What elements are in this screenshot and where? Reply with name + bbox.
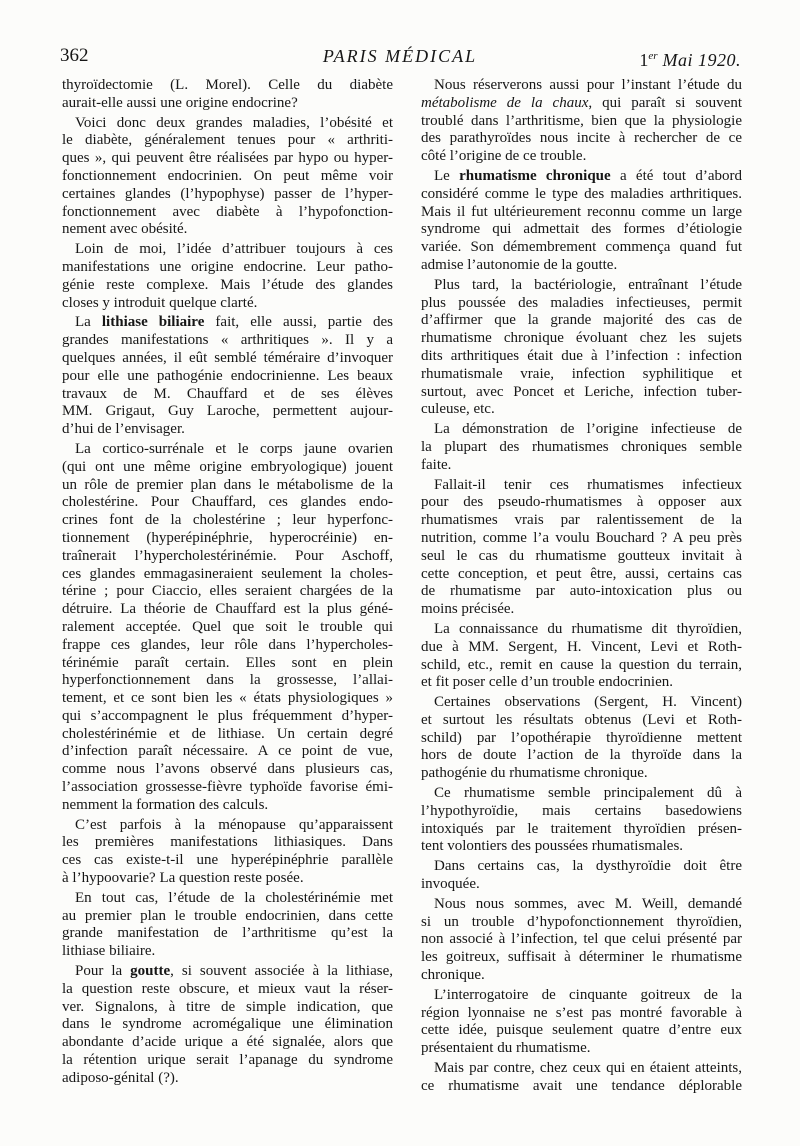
text-line: chronique. [421,967,485,984]
text-line: cette conception, et peut être, aussi, certains cas [421,565,742,582]
text-line: Fallait-il tenir ces rhumatismes infectieux [434,476,742,493]
text-line: Ce rhumatisme semble principalement dû à [434,785,742,802]
text-line: ces glandes emmagasineraient seulement la choles- [62,565,393,582]
text-line: Pour la goutte, si souvent associée à la lithiase, [75,963,393,980]
text-line: due à MM. Sergent, H. Vincent, Levi et Roth- [421,638,742,655]
paragraph [421,694,742,783]
bold-term: lithiase biliaire [101,314,205,331]
date-day: 1 [639,50,649,70]
text-line: détruire. La théorie de Chauffard est la plus géné- [62,601,393,618]
date-suffix: er [648,50,658,62]
text-line: schild) par l’opothérapie thyroïdienne mettent [421,729,742,746]
text-line: En tout cas, l’étude de la cholestérinémie met [75,889,393,906]
text-line: Mais il fut ultérieurement reconnu comme un large [421,203,742,220]
text-line: nutrition, comme l’a voulu Bouchard ? A peu près [421,529,742,546]
text-line: côté l’origine de ce trouble. [421,148,587,165]
text-line: faite. [421,456,452,473]
text-line: C’est parfois à la ménopause qu’apparaissent [75,816,393,833]
paragraph [421,1060,742,1096]
text-line: les goitreux, suffisait à déterminer le rhumatisme [421,949,742,966]
text-line: hyperfonctionnement dans la grossesse, l’allai- [62,672,393,689]
text-line: hors de doute l’action de la thyroïde dans la [421,747,742,764]
text-line: génie reste complexe. Mais l’étude des glandes [62,276,393,293]
text-line: La lithiase biliaire fait, elle aussi, partie des [75,314,393,331]
paragraph [62,890,393,961]
text-line: travaux de M. Chauffard et de ses élèves [62,385,393,402]
text-line: Nous réserverons aussi pour l’instant l’étude du [434,77,742,93]
text-line: L’interrogatoire de cinquante goitreux de la [434,986,742,1003]
text-line: non associé à l’infection, tel que celui présenté par [421,931,742,948]
text-line: pour elle une pathogénie endocrinienne. Les beaux [62,367,393,384]
text-line: rhumatisme chronique évoluant chez les sujets [421,330,742,347]
text-line: pour des pseudo-rhumatismes à opposer aux [421,494,742,511]
text-line: La connaissance du rhumatisme dit thyroïdien, [434,620,742,637]
text-line: ce rhumatisme avait une tendance déplorable [421,1077,742,1094]
text-line: si un trouble d’hypofonctionnement thyroïdien, [421,913,742,930]
text-line: dits arthritiques était due à l’infection : infection [421,347,742,364]
text-line: troublé dans l’arthritisme, bien que la physiologie [421,112,742,129]
text-line: syndrome qui admettait des formes d’étiologie [421,221,742,238]
text-line: schild, etc., remit en cause la question du terrain, [421,656,742,673]
text-line: Le rhumatisme chronique a été tout d’abord [434,167,742,184]
text-line: tent volontiers des poussées rhumatismales. [421,838,684,855]
paragraph [62,314,393,439]
paragraph [421,77,742,166]
text-line: rhumatismale vraie, infection syphilitique et [421,365,742,382]
text-line: pathogénie du rhumatisme chronique. [421,765,648,782]
text-line: térinémie paraît certain. Elles sont en plein [62,654,393,671]
paragraph [62,963,393,1088]
text-line: traînerait l’hypercholestérinémie. Pour Aschoff, [62,547,393,564]
text-line: et fit poser celle d’un trouble endocrinien. [421,674,673,691]
text-line: lithiase biliaire. [62,943,156,960]
text-line: MM. Grigaut, Guy Laroche, permettent aujour- [62,403,393,420]
text-line: métabolisme de la chaux, qui paraît si souvent [421,94,742,111]
text-line: Voici donc deux grandes maladies, l’obésité et [75,114,393,131]
text-line: térine ; pour Ciaccio, elles seraient chargées de la [62,583,393,600]
text-line: Dans certains cas, la dysthyroïdie doit être [434,858,742,875]
paragraph [62,77,393,113]
paragraph [421,896,742,985]
text-line: tement, et ce sont bien les « états physiologiques » [62,690,393,707]
text-line: le diabète, généralement tenues pour « arthriti- [62,132,393,149]
text-line: Loin de moi, l’idée d’attribuer toujours à ces [75,241,393,258]
text-line: l’hypothyroïdie, mais certains basedowiens [421,802,742,819]
text-line: d’hui de l’envisager. [62,421,185,438]
text-line: les premières manifestations lithiasiques. Dans [62,834,393,851]
text-line: invoquée. [421,876,480,893]
text-line: présentaient du rhumatisme. [421,1040,591,1057]
text-line: et surtout les résultats obtenus (Levi et Roth- [421,711,742,728]
text-line: tionnement (hyperépinéphrie, hyperocréinie) en- [62,529,393,546]
text-line: (qui ont une même origine embryologique) jouent [62,458,393,475]
paragraph [421,421,742,474]
text-line: comme nous l’avons observé dans plusieurs cas, [62,761,393,778]
text-line: ralement acceptée. Quel que soit le trouble qui [62,618,393,635]
text-line: Mais par contre, chez ceux qui en étaient atteints, [434,1060,742,1077]
text-line: seul le cas du rhumatisme goutteux invitait à [421,547,742,564]
text-line: de rhumatisme par auto-intoxication plus ou [421,583,742,600]
text-line: dans le syndrome acromégalique une élimination [62,1016,393,1033]
text-line: au premier plan le trouble endocrinien, dans cette [62,907,393,924]
text-line: intoxiqués par le traitement thyroïdien présen- [421,820,742,837]
issue-date [639,44,741,72]
text-line: fonctionnement avec diabète à l’hypofonction- [62,203,393,220]
journal-title: PARIS MÉDICAL [322,46,478,66]
text-line: plus poussée des maladies infectieuses, permit [421,294,742,311]
text-line: frappe ces glandes, leur rôle dans l’hypercholes- [62,636,393,653]
italic-term: métabolisme de la chaux [421,94,589,111]
text-line: thyroïdectomie (L. Morel). Celle du diabète [62,77,393,93]
text-line: admise l’autonomie de la goutte. [421,256,618,273]
text-line: abondante d’acide urique a été signalée, alors que [62,1034,393,1051]
text-line: surtout, avec Poncet et Leriche, infection tuber- [421,383,742,400]
paragraph [62,115,393,240]
text-line: closes y introduit quelque clarté. [62,294,258,311]
text-line: la question reste obscure, et mieux vaut la réser- [62,980,393,997]
text-line: nemment la formation des calculs. [62,796,269,813]
paragraph [421,858,742,894]
text-line: moins précisée. [421,601,515,618]
paragraph [421,277,742,419]
text-line: certaines glandes (l’hypophyse) passer de l’hyper- [62,185,393,202]
text-line: Nous nous sommes, avec M. Weill, demandé [434,895,742,912]
text-line: grandes manifestations « arthritiques ». Il y a [62,332,393,349]
text-line: ques », qui peuvent être réalisées par hypo ou hyper- [62,150,393,167]
text-line: à l’hypoovarie? La question reste posée. [62,870,304,887]
text-line: la plupart des rhumatismes chroniques semble [421,438,742,455]
text-line: des parathyroïdes nous incite à rechercher de ce [421,130,742,147]
bold-term: rhumatisme chronique [459,167,611,184]
text-line: ces cas existe-t-il une hyperépinéphrie parallèle [62,852,393,869]
paragraph [421,477,742,619]
page-number: 362 [60,45,89,66]
text-line: culeuse, etc. [421,401,495,418]
text-line: quelques années, il eût semblé téméraire d’invoquer [62,349,393,366]
text-line: région lyonnaise ne s’est pas montré favorable à [421,1004,742,1021]
text-line: ver. Signalons, à titre de simple indication, que [62,998,393,1015]
paragraph [421,621,742,692]
text-line: adiposo-génital (?). [62,1069,179,1086]
paragraph [62,241,393,312]
right-column [421,77,742,1096]
text-line: La démonstration de l’origine infectieuse de [434,421,742,438]
text-line: variée. Son démembrement commença quand fut [421,239,742,256]
text-line: la rétention urique serait l’apanage du syndrome [62,1052,393,1069]
left-column [62,77,393,1088]
text-line: grande manifestation de l’arthritisme qu’est la [62,925,393,942]
bold-term: goutte [130,963,171,980]
date-month-year: Mai 1920. [662,50,741,70]
text-line: cette idée, puisque seulement quatre d’entre eux [421,1022,742,1039]
text-line: La cortico-surrénale et le corps jaune ovarien [75,440,393,457]
paragraph [62,817,393,888]
text-line: rhumatismes vrais par ralentissement de la [421,512,742,529]
paragraph [421,785,742,856]
text-line: d’infection paraît nécessaire. A ce point de vue, [62,743,393,760]
text-line: cholestérinémie et de lithiase. Un certain degré [62,725,393,742]
text-line: d’affirmer que la grande majorité des cas de [421,312,742,329]
text-line: considéré comme le type des maladies arthritiques. [421,185,742,202]
text-line: fonctionnement endocrinien. On peut même voir [62,167,393,184]
text-line: Certaines observations (Sergent, H. Vincent) [434,694,742,711]
paragraph [421,987,742,1058]
text-line: nement avec obésité. [62,221,188,238]
text-line: aurait-elle aussi une origine endocrine? [62,94,298,111]
text-line: un rôle de premier plan dans le métabolisme de la [62,476,393,493]
text-line: l’association grossesse-fièvre typhoïde favorise émi- [62,779,393,796]
paragraph [421,168,742,275]
text-line: Plus tard, la bactériologie, entraînant l’étude [434,276,742,293]
text-line: qui s’accompagnent le plus fréquemment d’hyper- [62,707,393,724]
text-line: manifestations une origine endocrine. Leur patho- [62,258,393,275]
text-line: cholestérine. Pour Chauffard, ces glandes endo- [62,494,393,511]
paragraph [62,441,393,815]
text-line: crines font de la cholestérine ; leur hyperfonc- [62,512,393,529]
